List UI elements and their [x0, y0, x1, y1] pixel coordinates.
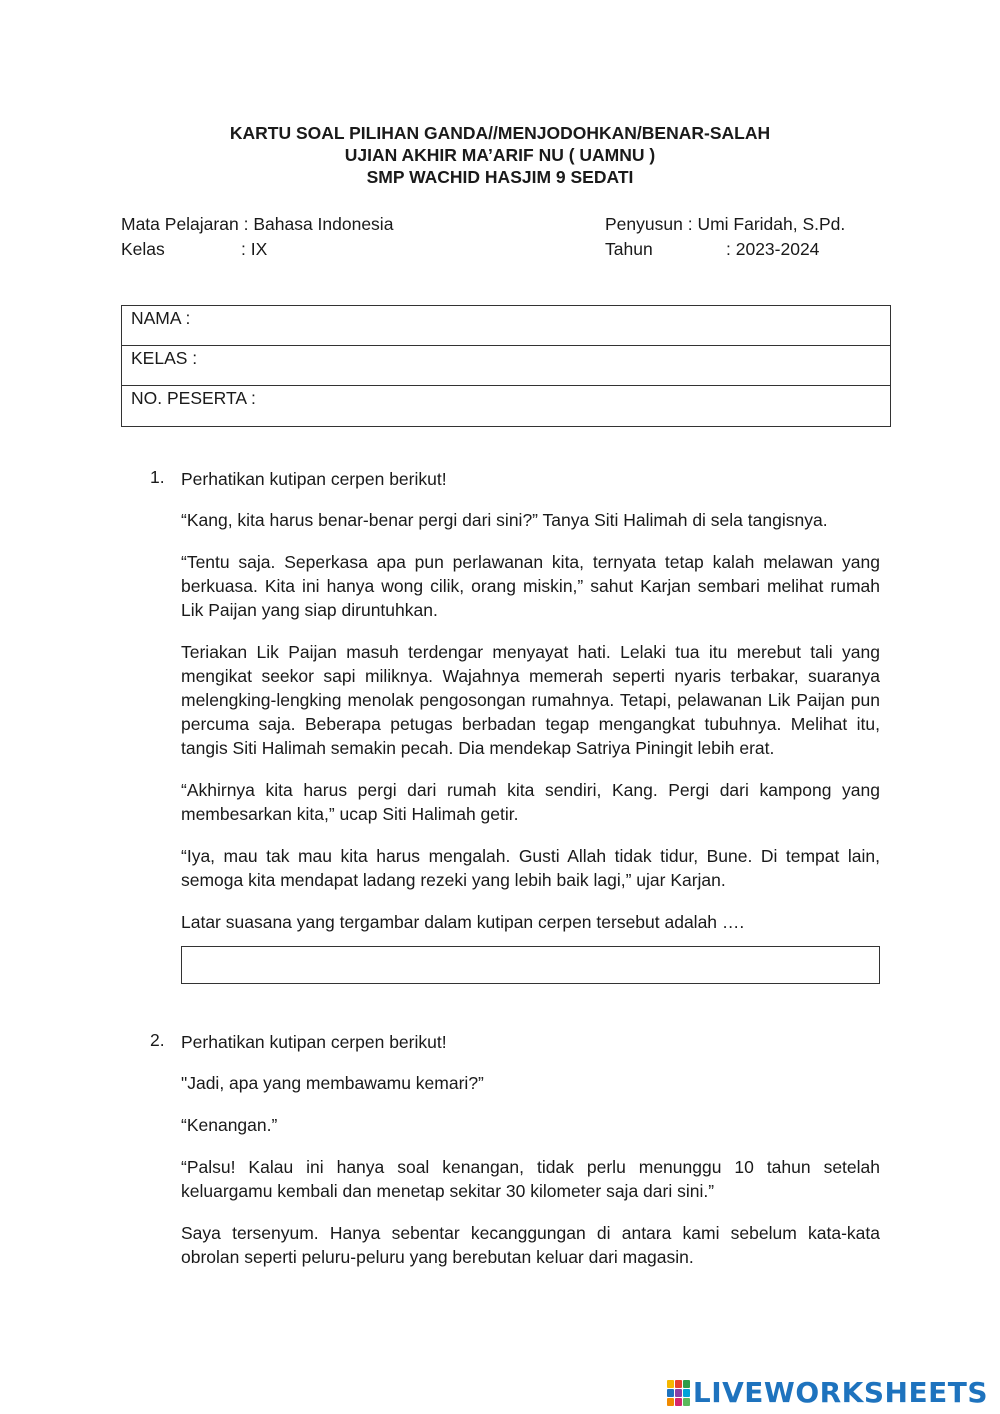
question-instruction: Perhatikan kutipan cerpen berikut! [181, 1032, 447, 1052]
kelas-label: Kelas [121, 239, 165, 259]
question-number: 2. [150, 1030, 165, 1050]
logo-text: LIVEWORKSHEETS [692, 1376, 988, 1409]
logo-square [675, 1380, 682, 1388]
header-title: KARTU SOAL PILIHAN GANDA//MENJODOHKAN/BENAR-SALAH [229, 123, 771, 143]
logo-square [675, 1389, 682, 1397]
kelas-value: : IX [241, 239, 268, 259]
no-peserta-label: NO. PESERTA : [131, 388, 256, 408]
story-paragraph: “Kang, kita harus benar-benar pergi dari sini?” Tanya Siti Halimah di sela tangisnya. [181, 510, 828, 530]
logo-square [667, 1398, 674, 1406]
mapel-value: : Bahasa Indonesia [243, 214, 394, 234]
logo-square [667, 1380, 674, 1388]
meta-right [605, 212, 845, 262]
student-identity-table [121, 305, 891, 427]
story-paragraph: “Kenangan.” [181, 1115, 278, 1135]
tahun-label: Tahun [605, 239, 653, 259]
no-peserta-field[interactable] [122, 386, 890, 426]
question-instruction: Perhatikan kutipan cerpen berikut! [181, 469, 447, 489]
story-paragraph: “Palsu! Kalau ini hanya soal kenangan, tidak perlu menunggu 10 tahun setelah keluargamu kembali dan menetap sekitar 30 kilometer saja dari sini.” [181, 1157, 880, 1201]
liveworksheets-logo-icon [667, 1380, 689, 1406]
penyusun-value: : Umi Faridah, S.Pd. [687, 214, 846, 234]
kelas-field-label: KELAS : [131, 348, 198, 368]
nama-label: NAMA : [131, 308, 191, 328]
mapel-label: Mata Pelajaran [121, 214, 239, 234]
header-school-name: SMP WACHID HASJIM 9 SEDATI [366, 167, 634, 187]
nama-field[interactable] [122, 306, 890, 346]
question-prompt: Latar suasana yang tergambar dalam kutipan cerpen tersebut adalah …. [181, 912, 745, 932]
header-exam-name: UJIAN AKHIR MA’ARIF NU ( UAMNU ) [344, 145, 656, 165]
story-paragraph: "Jadi, apa yang membawamu kemari?” [181, 1073, 484, 1093]
meta-left [121, 212, 393, 262]
story-paragraph: Teriakan Lik Paijan masuh terdengar menyayat hati. Lelaki tua itu merebut tali yang mengikat seekor sapi miliknya. Wajahnya memerah seperti nyaris terbakar, suaranya melengking-lengking menolak pengosongan rumahnya. Tetapi, pelawanan Lik Paijan pun percuma saja. Beberapa petugas berbadan tegap mengangkat tubuhnya. Melihat itu, tangis Siti Halimah semakin pecah. Dia mendekap Satriya Piningit lebih erat. [181, 642, 880, 758]
answer-input-box[interactable] [181, 946, 880, 984]
question-1 [150, 467, 880, 984]
story-paragraph: “Iya, mau tak mau kita harus mengalah. Gusti Allah tidak tidur, Bune. Di tempat lain, semoga kita mendapat ladang rezeki yang lebih baik lagi,” ujar Karjan. [181, 846, 880, 890]
story-paragraph: Saya tersenyum. Hanya sebentar kecanggungan di antara kami sebelum kata-kata obrolan seperti peluru-peluru yang berebutan keluar dari magasin. [181, 1223, 880, 1267]
kelas-field[interactable] [122, 346, 890, 386]
logo-square [675, 1398, 682, 1406]
story-paragraph: “Akhirnya kita harus pergi dari rumah kita sendiri, Kang. Pergi dari kampong yang membesarkan kita,” ucap Siti Halimah getir. [181, 780, 880, 824]
logo-square [683, 1389, 690, 1397]
story-paragraph: “Tentu saja. Seperkasa apa pun perlawanan kita, ternyata tetap kalah melawan yang berkuasa. Kita ini hanya wong cilik, orang miskin,” sahut Karjan sembari melihat rumah Lik Paijan yang siap diruntuhkan. [181, 552, 880, 620]
logo-square [667, 1389, 674, 1397]
penyusun-label: Penyusun [605, 214, 683, 234]
question-number: 1. [150, 467, 165, 487]
tahun-value: : 2023-2024 [726, 239, 820, 259]
document-header [0, 122, 1000, 188]
question-2 [150, 1030, 880, 1287]
logo-square [683, 1380, 690, 1388]
logo-square [683, 1398, 690, 1406]
liveworksheets-logo [667, 1376, 988, 1409]
